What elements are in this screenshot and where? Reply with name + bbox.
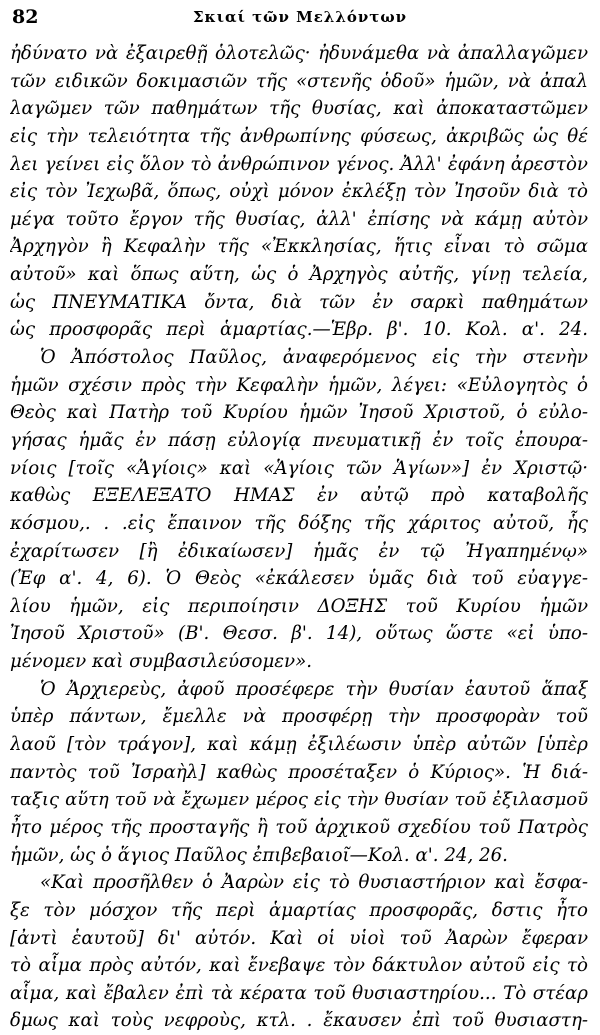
- text-line: ὑπὲρ πάντων, ἔμελλε νὰ προσφέρῃ τὴν προσφορὰν τοῦ: [10, 706, 588, 728]
- paragraph-first-line: «Καὶ προσῆλθεν ὁ Ἀαρὼν εἰς τὸ θυσιαστήριον καὶ ἔσφα-: [40, 872, 588, 894]
- text-line: εἰς τὸν Ἰεχωβᾶ, ὅπως, οὐχὶ μόνον ἐκλέξῃ τὸν Ἰησοῦν διὰ τὸ: [10, 181, 588, 203]
- text-line: λαγῶμεν τῶν παθημάτων τῆς θυσίας, καὶ ἀποκαταστῶμεν: [10, 98, 588, 120]
- paragraph-first-line: Ὁ Ἀπόστολος Παῦλος, ἀναφερόμενος εἰς τὴν στενὴν: [40, 347, 588, 369]
- text-line: τῶν ειδικῶν δοκιμασιῶν τῆς «στενῆς ὁδοῦ» ἡμῶν, νὰ ἀπαλ: [10, 70, 588, 92]
- paragraph-first-line: Ὁ Ἀρχιερεὺς, ἀφοῦ προσέφερε τὴν θυσίαν ἑαυτοῦ ἅπαξ: [40, 678, 588, 700]
- text-line: δμως καὶ τοὺς νεφροὺς, κτλ. . ἔκαυσεν ἐπὶ τοῦ θυσιαστη-: [10, 1010, 588, 1032]
- text-line: καθὼς ΕΞΕΛΕΞΑΤΟ ΗΜΑΣ ἐν αὐτῷ πρὸ καταβολῆς: [10, 485, 588, 507]
- text-line: ἦτο μέρος τῆς προσταγῆς ἢ τοῦ ἀρχικοῦ σχεδίου τοῦ Πατρὸς: [10, 816, 588, 838]
- text-line: γήσας ἡμᾶς ἐν πάσῃ εὐλογίᾳ πνευματικῇ ἐν τοῖς ἐπουρα-: [10, 429, 588, 451]
- text-line: ξε τὸν μόσχον τῆς περὶ ἁμαρτίας προσφορᾶς, δστις ἦτο: [10, 899, 588, 921]
- text-line: ἠδύνατο νὰ ἐξαιρεθῇ ὁλοτελῶς· ἠδυνάμεθα νὰ ἀπαλλαγῶμεν: [10, 43, 588, 64]
- text-line: εἰς τὴν τελειότητα τῆς ἀνθρωπίνης φύσεως, ἀκριβῶς ὡς θέ: [10, 125, 588, 147]
- text-line: [ἀντὶ ἑαυτοῦ] δι' αὐτόν. Καὶ οἱ υἱοὶ τοῦ Ἀαρὼν ἔφεραν: [10, 927, 588, 949]
- text-line: ἐχαρίτωσεν [ἢ ἐδικαίωσεν] ἡμᾶς ἐν τῷ Ἠγαπημένῳ»: [10, 540, 588, 562]
- text-line: Ἀρχηγὸν ἢ Κεφαλὴν τῆς «Ἐκκλησίας, ἥτις εἶναι τὸ σῶμα: [10, 236, 588, 258]
- text-line: νίοις [τοῖς «Ἁγίοις» καὶ «Ἁγίοις τῶν Ἁγίων»] ἐν Χριστῷ·: [10, 457, 588, 479]
- running-title: Σκιαί τῶν Μελλόντων: [192, 8, 408, 26]
- text-line: ἡμῶν σχέσιν πρὸς τὴν Κεφαλὴν ἡμῶν, λέγει: «Εὐλογητὸς ὁ: [10, 374, 588, 396]
- text-line: λει γείνει εἰς ὅλον τὸ ἀνθρώπινον γένος. Ἀλλ' ἐφάνη ἀρεστὸν: [10, 153, 588, 175]
- page-number: 82: [12, 6, 39, 28]
- paragraph-last-line: ἡμῶν, ὡς ὁ ἅγιος Παῦλος ἐπιβεβαιοῖ—Κολ. α'. 24, 26.: [10, 844, 508, 866]
- text-line: τὸ αἷμα πρὸς αὐτόν, καὶ ἔνεβαψε τὸν δάκτυλον αὐτοῦ εἰς τὸ: [10, 955, 588, 977]
- paragraph-last-line: μένομεν καὶ συμβασιλεύσομεν».: [10, 651, 313, 673]
- text-line: (Ἐφ α'. 4, 6). Ὁ Θεὸς «ἐκάλεσεν ὑμᾶς διὰ τοῦ εὐαγγε-: [10, 568, 588, 590]
- text-line: ταξις αὕτη τοῦ νὰ ἔχωμεν μέρος εἰς τὴν θυσίαν τοῦ ἐξιλασμοῦ: [10, 789, 588, 811]
- text-line: λαοῦ [τὸν τράγον], καὶ κάμῃ ἐξιλέωσιν ὑπὲρ αὐτῶν [ὑπὲρ: [10, 734, 588, 756]
- text-line: Ἰησοῦ Χριστοῦ» (Β'. Θεσσ. β'. 14), οὕτως ὥστε «εἰ ὑπο-: [10, 623, 588, 645]
- body-text: [10, 40, 588, 1035]
- text-line: ὡς ΠΝΕΥΜΑΤΙΚΑ ὄντα, διὰ τῶν ἐν σαρκὶ παθημάτων: [10, 291, 588, 313]
- text-line: αἷμα, καὶ ἔβαλεν ἐπὶ τὰ κέρατα τοῦ θυσιαστηρίου... Τὸ στέαρ: [10, 982, 588, 1004]
- text-line: παντὸς τοῦ Ἰσραὴλ] καθὼς προσέταξεν ὁ Κύριος». Ἡ διά-: [10, 761, 588, 783]
- text-line: μέγα τοῦτο ἔργον τῆς θυσίας, ἀλλ' ἐπίσης νὰ κάμῃ αὐτὸν: [10, 208, 588, 230]
- text-line: Θεὸς καὶ Πατὴρ τοῦ Κυρίου ἡμῶν Ἰησοῦ Χριστοῦ, ὁ εὐλο-: [10, 402, 588, 424]
- page-header: [0, 6, 600, 32]
- text-line: λίου ἡμῶν, εἰς περιποίησιν ΔΟΞΗΣ τοῦ Κυρίου ἡμῶν: [10, 595, 588, 617]
- text-line: κόσμου,. . .εἰς ἔπαινον τῆς δόξης τῆς χάριτος αὐτοῦ, ἧς: [10, 512, 588, 534]
- text-line: αὐτοῦ» καὶ ὅπως αὕτη, ὡς ὁ Ἀρχηγὸς αὐτῆς, γίνῃ τελεία,: [10, 264, 588, 286]
- text-line: ὡς προσφορᾶς περὶ ἁμαρτίας.—Ἑβρ. β'. 10. Κολ. α'. 24.: [10, 319, 588, 341]
